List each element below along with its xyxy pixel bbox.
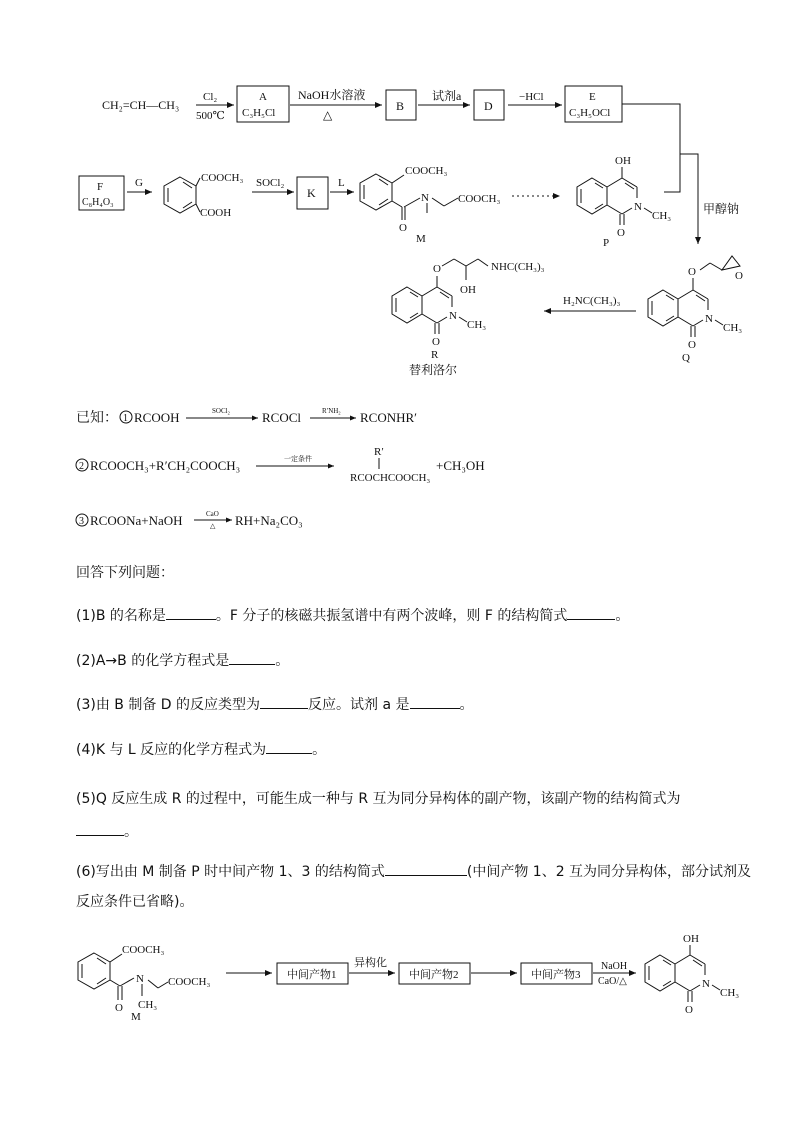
P-O: O bbox=[617, 227, 625, 239]
route-int1: 中间产物1 bbox=[287, 969, 337, 981]
r3-cond2: △ bbox=[210, 522, 216, 530]
route-M-O: O bbox=[115, 1002, 123, 1014]
q3-text-a: (3)由 B 制备 D 的反应类型为 bbox=[76, 697, 261, 713]
question-2 bbox=[76, 650, 756, 672]
R-O-ether: O bbox=[433, 263, 441, 275]
r3-right: RH+Na₂CO₃ bbox=[235, 513, 303, 528]
Q-CH3: CH₃ bbox=[723, 322, 743, 334]
M-cooch3: COOCH₃ bbox=[405, 165, 448, 177]
G-cooch3: COOCH₃ bbox=[201, 172, 244, 184]
known-intro: 已知： bbox=[76, 411, 118, 426]
cond-tBuNH2: H₂NC(CH₃)₃ bbox=[563, 295, 621, 307]
route-M-N: N bbox=[136, 973, 144, 985]
cond-reagent-a: 试剂a bbox=[432, 89, 462, 103]
R-O: O bbox=[432, 336, 440, 348]
route-isomerize: 异构化 bbox=[354, 957, 387, 969]
P-CH3: CH₃ bbox=[652, 210, 672, 222]
F-label: F bbox=[97, 181, 104, 193]
E-label: E bbox=[589, 91, 596, 103]
cond-socl2: SOCl₂ bbox=[256, 177, 285, 189]
P-label: P bbox=[603, 237, 610, 249]
R-N: N bbox=[449, 310, 457, 322]
q5-text-a: (5)Q 反应生成 R 的过程中，可能生成一种与 R 互为同分异构体的副产物，该副产物的结构简式为 bbox=[76, 791, 681, 807]
route-M-to-P bbox=[0, 920, 794, 1030]
P-N: N bbox=[634, 201, 642, 213]
cond-500: 500℃ bbox=[196, 110, 225, 122]
A-label: A bbox=[259, 91, 267, 103]
K-label: K bbox=[307, 186, 316, 200]
route-P-N: N bbox=[702, 978, 710, 990]
question-1 bbox=[76, 605, 756, 627]
synthesis-scheme bbox=[0, 0, 794, 400]
M-cooch3-chain: COOCH₃ bbox=[458, 193, 501, 205]
propene: CH₂=CH—CH₃ bbox=[102, 98, 180, 112]
timolol-name: 替利洛尔 bbox=[409, 363, 458, 377]
q6-blank bbox=[385, 861, 467, 876]
cond-heat: △ bbox=[323, 108, 333, 122]
Q-O: O bbox=[688, 339, 696, 351]
route-M-cooch3: COOCH₃ bbox=[122, 944, 165, 956]
connector-E bbox=[622, 104, 680, 192]
q2-text-a: (2)A→B 的化学方程式是 bbox=[76, 653, 230, 669]
route-P-structure bbox=[645, 945, 720, 1002]
questions-intro: 回答下列问题： bbox=[76, 565, 174, 581]
route-P-O: O bbox=[685, 1004, 693, 1016]
r1-end: RCONHR′ bbox=[360, 410, 418, 425]
r2-byproduct: +CH₃OH bbox=[436, 458, 485, 473]
q4-blank bbox=[266, 739, 312, 754]
known-reactions bbox=[0, 395, 794, 545]
compound-M-structure bbox=[360, 174, 458, 220]
R-CH3: CH₃ bbox=[467, 319, 487, 331]
q1-blank-2 bbox=[567, 605, 615, 620]
r1-mid: RCOCl bbox=[262, 410, 302, 425]
question-5 bbox=[76, 783, 756, 849]
route-M-CH3: CH₃ bbox=[138, 999, 158, 1011]
question-3 bbox=[76, 694, 756, 716]
Q-O-epoxide: O bbox=[735, 270, 743, 282]
M-O: O bbox=[399, 222, 407, 234]
Q-O-ether: O bbox=[688, 266, 696, 278]
cond-minus-hcl: −HCl bbox=[519, 91, 544, 103]
r1-cond1: SOCl₂ bbox=[212, 407, 231, 415]
Q-N: N bbox=[705, 313, 713, 325]
route-M-label: M bbox=[131, 1011, 141, 1023]
F-formula: C₈H₄O₃ bbox=[82, 197, 114, 208]
A-formula: C₃H₅Cl bbox=[242, 107, 276, 119]
q3-text-b: 反应。试剂 a 是 bbox=[308, 697, 410, 713]
r2-cond: 一定条件 bbox=[284, 455, 312, 463]
G-cooh: COOH bbox=[200, 207, 232, 219]
q1-text-a: (1)B 的名称是 bbox=[76, 608, 166, 624]
q1-text-c: 。 bbox=[615, 608, 630, 624]
r3-cond1: CaO bbox=[206, 510, 219, 518]
route-M-structure bbox=[78, 953, 168, 1000]
B-label: B bbox=[396, 99, 405, 113]
q5-blank bbox=[76, 821, 124, 836]
q3-blank-1 bbox=[260, 694, 308, 709]
route-P-OH: OH bbox=[683, 933, 699, 945]
Q-label: Q bbox=[682, 352, 690, 364]
known-num-2: 2 bbox=[79, 461, 84, 472]
q1-text-b: 。F 分子的核磁共振氢谱中有两个波峰，则 F 的结构简式 bbox=[215, 608, 568, 624]
D-label: D bbox=[484, 99, 493, 113]
route-cond-cao: CaO/△ bbox=[598, 976, 627, 987]
q5-text-b: 。 bbox=[124, 824, 138, 840]
q4-text-b: 。 bbox=[312, 742, 327, 758]
q3-text-c: 。 bbox=[459, 697, 474, 713]
r1-start: RCOOH bbox=[134, 410, 180, 425]
cond-naoh-aq: NaOH水溶液 bbox=[298, 88, 366, 102]
R-OH: OH bbox=[460, 284, 476, 296]
r2-product: RCOCHCOOCH₃ bbox=[350, 472, 431, 484]
cond-naome: 甲醇钠 bbox=[703, 202, 740, 216]
route-P-CH3: CH₃ bbox=[720, 987, 740, 999]
compound-G-structure bbox=[164, 177, 200, 213]
r2-left: RCOOCH₃+R′CH₂COOCH₃ bbox=[90, 458, 241, 473]
M-label: M bbox=[416, 233, 426, 245]
q1-blank-1 bbox=[166, 605, 216, 620]
cond-G: G bbox=[135, 177, 143, 189]
route-cond-naoh: NaOH bbox=[601, 961, 628, 972]
r3-left: RCOONa+NaOH bbox=[90, 513, 183, 528]
q6-text-b: (中间产物 1、2 互为同分异构体，部分试剂及反应条件已省略)。 bbox=[76, 864, 752, 910]
q2-blank bbox=[229, 650, 275, 665]
r2-top: R′ bbox=[374, 446, 384, 458]
known-num-3: 3 bbox=[79, 516, 84, 527]
q6-text-a: (6)写出由 M 制备 P 时中间产物 1、3 的结构简式 bbox=[76, 864, 385, 880]
cond-L: L bbox=[338, 177, 345, 189]
cond-cl2: Cl₂ bbox=[203, 91, 218, 103]
P-OH: OH bbox=[615, 155, 631, 167]
arrow-to-Q bbox=[680, 154, 698, 244]
question-6 bbox=[76, 857, 756, 917]
compound-P-structure bbox=[577, 167, 652, 225]
q3-blank-2 bbox=[410, 694, 460, 709]
q4-text-a: (4)K 与 L 反应的化学方程式为 bbox=[76, 742, 267, 758]
R-label: R bbox=[431, 349, 439, 361]
q2-text-b: 。 bbox=[275, 653, 290, 669]
R-nhtbu: NHC(CH₃)₃ bbox=[491, 261, 545, 273]
route-int3: 中间产物3 bbox=[531, 969, 581, 981]
route-int2: 中间产物2 bbox=[409, 969, 459, 981]
E-formula: C₃H₅OCl bbox=[569, 107, 611, 119]
known-num-1: 1 bbox=[123, 413, 128, 424]
route-M-cooch3-chain: COOCH₃ bbox=[168, 976, 211, 988]
M-N: N bbox=[421, 192, 429, 204]
r1-cond2: R′NH₂ bbox=[322, 407, 341, 415]
question-4 bbox=[76, 739, 756, 761]
